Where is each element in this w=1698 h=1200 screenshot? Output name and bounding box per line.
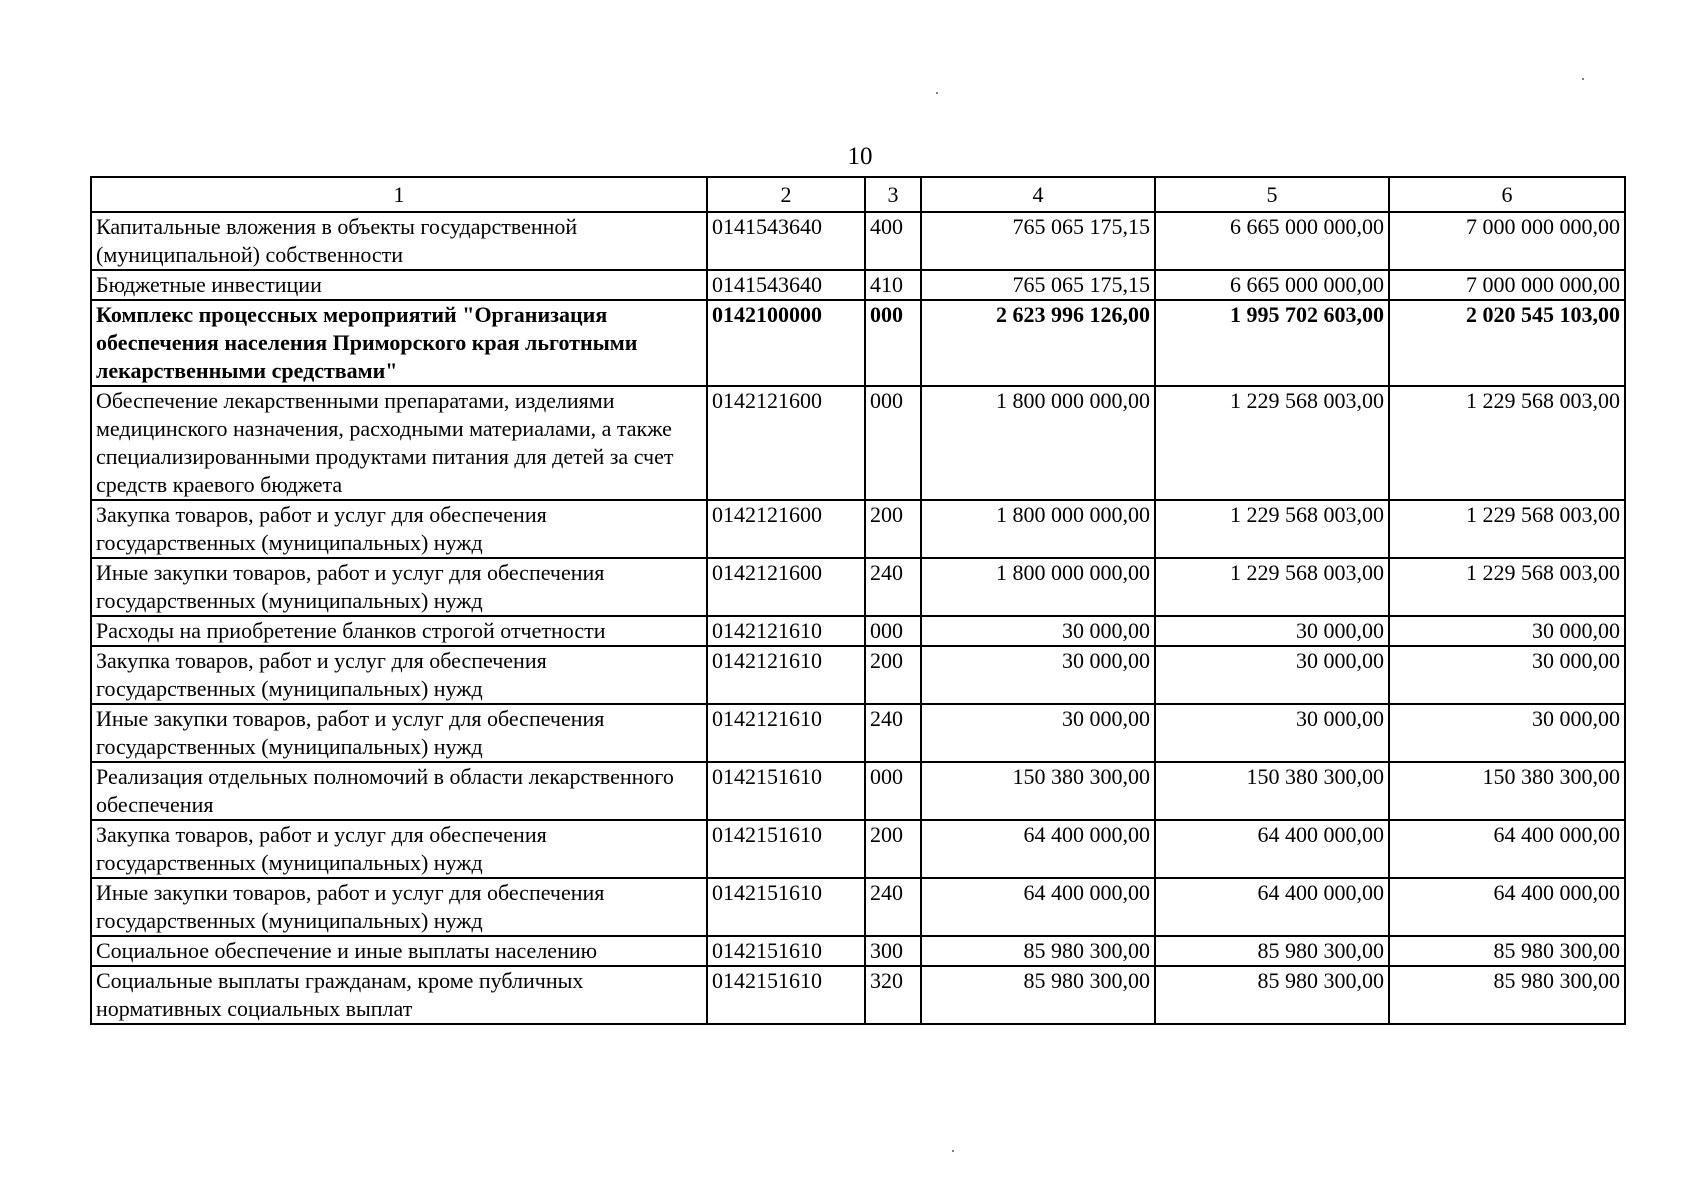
row-value-col6: 1 229 568 003,00: [1389, 558, 1625, 616]
row-target-code: 0142121600: [707, 500, 865, 558]
row-name: Капитальные вложения в объекты государственной (муниципальной) собственности: [91, 212, 707, 270]
budget-table: [90, 176, 1626, 1025]
row-name: Закупка товаров, работ и услуг для обеспечения государственных (муниципальных) нужд: [91, 820, 707, 878]
row-value-col4: 150 380 300,00: [921, 762, 1155, 820]
row-value-col4: 64 400 000,00: [921, 878, 1155, 936]
row-name: Обеспечение лекарственными препаратами, изделиями медицинского назначения, расходными материалами, а также специализированными продуктами питания для детей за счет средств краевого бюджета: [91, 386, 707, 500]
row-expense-type: 000: [865, 386, 921, 500]
row-value-col6: 7 000 000 000,00: [1389, 212, 1625, 270]
row-name: Иные закупки товаров, работ и услуг для обеспечения государственных (муниципальных) нужд: [91, 558, 707, 616]
row-name: Расходы на приобретение бланков строгой отчетности: [91, 616, 707, 646]
row-target-code: 0141543640: [707, 212, 865, 270]
row-value-col4: 765 065 175,15: [921, 212, 1155, 270]
row-value-col5: 1 229 568 003,00: [1155, 386, 1389, 500]
table-row: [91, 704, 1625, 762]
row-target-code: 0141543640: [707, 270, 865, 300]
row-expense-type: 240: [865, 704, 921, 762]
row-value-col5: 85 980 300,00: [1155, 936, 1389, 966]
row-expense-type: 200: [865, 820, 921, 878]
row-expense-type: 400: [865, 212, 921, 270]
row-name: Закупка товаров, работ и услуг для обеспечения государственных (муниципальных) нужд: [91, 500, 707, 558]
row-value-col4: 85 980 300,00: [921, 936, 1155, 966]
row-expense-type: 240: [865, 878, 921, 936]
table-row: [91, 936, 1625, 966]
row-expense-type: 000: [865, 300, 921, 386]
row-value-col4: 1 800 000 000,00: [921, 500, 1155, 558]
row-name: Бюджетные инвестиции: [91, 270, 707, 300]
row-expense-type: 200: [865, 500, 921, 558]
row-value-col4: 2 623 996 126,00: [921, 300, 1155, 386]
row-value-col6: 7 000 000 000,00: [1389, 270, 1625, 300]
scan-speck: [1582, 78, 1584, 80]
row-name: Комплекс процессных мероприятий "Организация обеспечения населения Приморского края льготными лекарственными средствами": [91, 300, 707, 386]
row-target-code: 0142121610: [707, 704, 865, 762]
table-row: [91, 386, 1625, 500]
row-value-col4: 765 065 175,15: [921, 270, 1155, 300]
table-row: [91, 878, 1625, 936]
row-name: Иные закупки товаров, работ и услуг для обеспечения государственных (муниципальных) нужд: [91, 704, 707, 762]
table-row: [91, 212, 1625, 270]
table-row: [91, 820, 1625, 878]
row-value-col6: 150 380 300,00: [1389, 762, 1625, 820]
row-value-col5: 30 000,00: [1155, 616, 1389, 646]
row-name: Социальные выплаты гражданам, кроме публичных нормативных социальных выплат: [91, 966, 707, 1024]
row-value-col6: 2 020 545 103,00: [1389, 300, 1625, 386]
row-value-col5: 6 665 000 000,00: [1155, 212, 1389, 270]
row-value-col6: 1 229 568 003,00: [1389, 386, 1625, 500]
row-value-col5: 30 000,00: [1155, 704, 1389, 762]
row-target-code: 0142121610: [707, 646, 865, 704]
row-target-code: 0142151610: [707, 966, 865, 1024]
row-value-col4: 85 980 300,00: [921, 966, 1155, 1024]
row-value-col6: 1 229 568 003,00: [1389, 500, 1625, 558]
row-value-col6: 64 400 000,00: [1389, 820, 1625, 878]
row-expense-type: 000: [865, 616, 921, 646]
row-value-col6: 30 000,00: [1389, 704, 1625, 762]
header-col-1: 1: [91, 177, 707, 212]
row-name: Иные закупки товаров, работ и услуг для обеспечения государственных (муниципальных) нужд: [91, 878, 707, 936]
row-value-col4: 1 800 000 000,00: [921, 386, 1155, 500]
row-value-col5: 1 229 568 003,00: [1155, 500, 1389, 558]
row-value-col6: 30 000,00: [1389, 646, 1625, 704]
row-value-col5: 64 400 000,00: [1155, 878, 1389, 936]
row-value-col6: 85 980 300,00: [1389, 936, 1625, 966]
scan-speck: [952, 1150, 954, 1152]
row-expense-type: 300: [865, 936, 921, 966]
row-expense-type: 240: [865, 558, 921, 616]
row-value-col6: 64 400 000,00: [1389, 878, 1625, 936]
row-value-col4: 30 000,00: [921, 616, 1155, 646]
header-col-5: 5: [1155, 177, 1389, 212]
row-value-col5: 1 229 568 003,00: [1155, 558, 1389, 616]
row-target-code: 0142100000: [707, 300, 865, 386]
header-col-3: 3: [865, 177, 921, 212]
row-value-col4: 30 000,00: [921, 704, 1155, 762]
row-expense-type: 410: [865, 270, 921, 300]
row-value-col5: 1 995 702 603,00: [1155, 300, 1389, 386]
table-row: [91, 270, 1625, 300]
row-target-code: 0142151610: [707, 762, 865, 820]
header-col-6: 6: [1389, 177, 1625, 212]
table-row: [91, 646, 1625, 704]
table-row: [91, 500, 1625, 558]
row-value-col4: 30 000,00: [921, 646, 1155, 704]
scan-speck: [936, 92, 938, 94]
row-value-col5: 85 980 300,00: [1155, 966, 1389, 1024]
row-name: Социальное обеспечение и иные выплаты населению: [91, 936, 707, 966]
row-value-col6: 85 980 300,00: [1389, 966, 1625, 1024]
row-target-code: 0142121610: [707, 616, 865, 646]
header-col-4: 4: [921, 177, 1155, 212]
row-target-code: 0142151610: [707, 936, 865, 966]
table-row: [91, 966, 1625, 1024]
row-target-code: 0142151610: [707, 878, 865, 936]
row-expense-type: 320: [865, 966, 921, 1024]
row-name: Закупка товаров, работ и услуг для обеспечения государственных (муниципальных) нужд: [91, 646, 707, 704]
table-header-row: [91, 177, 1625, 212]
row-value-col5: 6 665 000 000,00: [1155, 270, 1389, 300]
row-value-col4: 1 800 000 000,00: [921, 558, 1155, 616]
row-value-col5: 30 000,00: [1155, 646, 1389, 704]
row-value-col6: 30 000,00: [1389, 616, 1625, 646]
table-row: [91, 762, 1625, 820]
table-row: [91, 558, 1625, 616]
table-row: [91, 616, 1625, 646]
row-target-code: 0142121600: [707, 558, 865, 616]
row-name: Реализация отдельных полномочий в области лекарственного обеспечения: [91, 762, 707, 820]
row-target-code: 0142151610: [707, 820, 865, 878]
row-value-col5: 64 400 000,00: [1155, 820, 1389, 878]
row-value-col4: 64 400 000,00: [921, 820, 1155, 878]
table-row-section: [91, 300, 1625, 386]
header-col-2: 2: [707, 177, 865, 212]
row-value-col5: 150 380 300,00: [1155, 762, 1389, 820]
page-number: 10: [847, 143, 873, 170]
row-target-code: 0142121600: [707, 386, 865, 500]
row-expense-type: 000: [865, 762, 921, 820]
row-expense-type: 200: [865, 646, 921, 704]
